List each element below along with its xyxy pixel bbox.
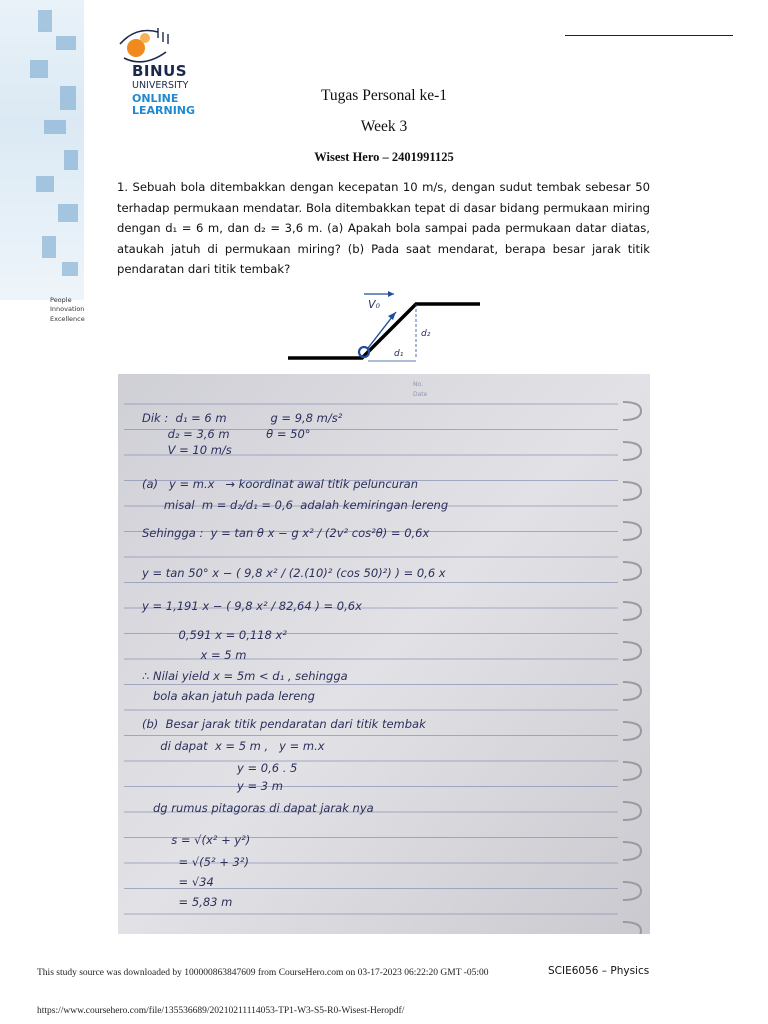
logo-online: ONLINE: [132, 91, 179, 105]
handwritten-solution-photo: [118, 374, 650, 934]
logo-tagline: [50, 296, 85, 324]
handwritten-line: ∴ Nilai yield x = 5m < d₁ , sehingga: [142, 669, 348, 683]
header-rule: [565, 35, 733, 36]
logo-brand: BINUS: [132, 62, 188, 80]
handwritten-line: y = tan 50° x − ( 9,8 x² / (2.(10)² (cos 50)²) ) = 0,6 x: [142, 566, 446, 580]
logo-university: UNIVERSITY: [132, 80, 189, 91]
handwritten-line: 0,591 x = 0,118 x²: [142, 628, 287, 642]
course-code: SCIE6056 – Physics: [548, 965, 650, 977]
handwritten-line: = √34: [142, 875, 214, 889]
week-label: Week 3: [360, 118, 408, 135]
handwritten-line: y = 3 m: [142, 779, 283, 793]
velocity-label: V₀: [368, 298, 380, 311]
handwritten-line: = 5,83 m: [142, 895, 233, 909]
source-url: https://www.coursehero.com/file/135536689/20210211114053-TP1-W3-S5-R0-Wisest-Heropdf/: [37, 1006, 405, 1016]
handwritten-line: bola akan jatuh pada lereng: [142, 689, 315, 703]
handwritten-line: Sehingga : y = tan θ x − g x² / (2v² cos²θ) = 0,6x: [142, 526, 430, 540]
handwritten-line: x = 5 m: [142, 648, 247, 662]
tagline-line: People: [50, 296, 72, 304]
handwritten-line: misal m = d₂/d₁ = 0,6 adalah kemiringan lereng: [142, 498, 449, 512]
document-title: Tugas Personal ke-1: [320, 87, 447, 104]
handwritten-line: di dapat x = 5 m , y = m.x: [142, 739, 325, 753]
handwritten-line: y = 1,191 x − ( 9,8 x² / 82,64 ) = 0,6x: [142, 599, 362, 613]
notebook-date-label: Date: [413, 391, 428, 398]
handwritten-line: dg rumus pitagoras di dapat jarak nya: [142, 801, 374, 815]
d1-label: d₁: [394, 349, 404, 359]
handwritten-line: (a) y = m.x → koordinat awal titik peluncuran: [142, 477, 419, 491]
handwritten-line: s = √(x² + y²): [142, 833, 251, 847]
tagline-line: Excellence: [50, 314, 85, 323]
handwritten-line: Dik : d₁ = 6 m g = 9,8 m/s²: [142, 411, 343, 425]
handwritten-line: V = 10 m/s: [142, 443, 232, 457]
tagline-line: Innovation: [50, 305, 85, 314]
logo-learning: LEARNING: [132, 103, 196, 117]
question-text: 1. Sebuah bola ditembakkan dengan kecepatan 10 m/s, dengan sudut tembak sebesar 50 terhadap permukaan mendatar. Bola ditembakkan tepat di dasar bidang permukaan miring dengan d₁ = 6 m, dan d₂ = 3,6 m. (a) Apakah bola sampai pada permukaan datar diatas, ataukah jatuh di permukaan miring? (b) Pada saat mendarat, berapa besar jarak titik pendaratan dari titik tembak?: [117, 180, 650, 277]
handwritten-line: d₂ = 3,6 m θ = 50°: [142, 427, 311, 441]
download-source-note: This study source was downloaded by 100000863847609 from CourseHero.com on 03-17-2023 06:22:20 GMT -05:00: [37, 968, 489, 978]
incline-diagram: [284, 282, 486, 368]
binus-logo: [100, 20, 210, 130]
d2-label: d₂: [421, 329, 431, 339]
handwritten-line: y = 0,6 . 5: [142, 761, 298, 775]
student-name: Wisest Hero – 2401991125: [314, 150, 454, 164]
side-decoration-strip: [0, 0, 84, 300]
handwritten-line: = √(5² + 3²): [142, 855, 249, 869]
notebook-no-label: No.: [413, 381, 423, 388]
handwritten-line: (b) Besar jarak titik pendaratan dari titik tembak: [142, 717, 426, 731]
